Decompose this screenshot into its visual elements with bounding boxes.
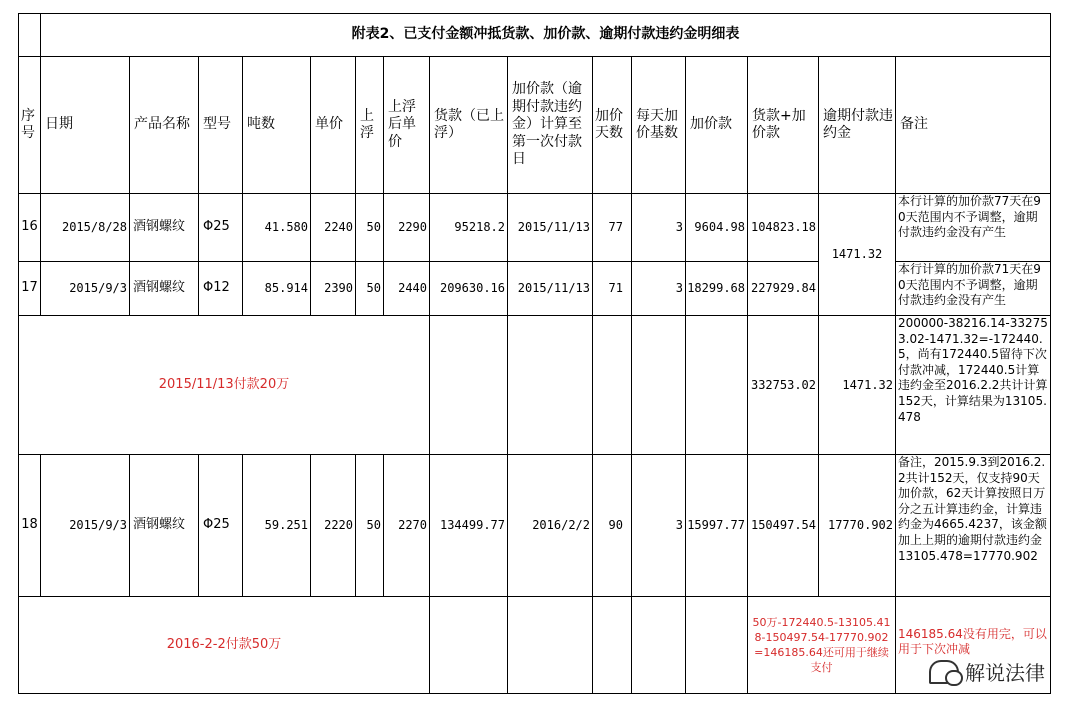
- grid-line: [1050, 13, 1051, 694]
- row18-markup-days: 90: [608, 518, 623, 532]
- row17-float: 50: [366, 281, 381, 295]
- grid-line: [18, 693, 1051, 694]
- payment2-calc: 50万-172440.5-13105.418-150497.54-17770.902=146185.64还可用于继续支付: [752, 616, 891, 674]
- row16-float-price: 2290: [398, 220, 427, 234]
- payment2-label: 2016-2-2付款50万: [166, 636, 282, 652]
- header-markup-days: 加价天数: [595, 107, 623, 141]
- header-seq: 序号: [21, 107, 35, 141]
- header-model: 型号: [203, 116, 231, 133]
- header-calc-to: 加价款（逾期付款违约金）计算至第一次付款日: [512, 81, 582, 168]
- row16-product: 酒钢螺纹: [133, 219, 186, 235]
- row16-daily-base: 3: [675, 220, 683, 234]
- row17-daily-base: 3: [675, 281, 683, 295]
- payment2-remark: 146185.64没有用完，可以用于下次冲减: [898, 627, 1047, 656]
- header-float: 上浮: [360, 107, 374, 141]
- table-title: 附表2、已支付金额冲抵货款、加价款、逾期付款违约金明细表: [351, 26, 740, 43]
- header-float-price: 上浮后单价: [388, 98, 416, 150]
- row18-float-price: 2270: [398, 518, 427, 532]
- row18-markup: 15997.77: [687, 518, 745, 532]
- row18-date: 2015/9/3: [69, 518, 127, 532]
- row16-seq: 16: [21, 219, 38, 235]
- row18-tons: 59.251: [264, 518, 308, 532]
- row17-tons: 85.914: [264, 281, 308, 295]
- row18-unit-price: 2220: [324, 518, 353, 532]
- row16-calc-to: 2015/11/13: [517, 220, 590, 234]
- header-penalty: 逾期付款违约金: [823, 107, 893, 141]
- watermark-text: 解说法律: [965, 661, 1045, 685]
- row17-total: 227929.84: [750, 281, 816, 295]
- row17-markup: 18299.68: [687, 281, 745, 295]
- row17-unit-price: 2390: [324, 281, 353, 295]
- payment1-label: 2015/11/13付款20万: [158, 376, 290, 392]
- wechat-icon: [929, 660, 959, 684]
- row17-payment: 209630.16: [439, 281, 505, 295]
- row18-daily-base: 3: [675, 518, 683, 532]
- row16-total: 104823.18: [750, 220, 816, 234]
- payment1-remark: 200000-38216.14-332753.02-1471.32=-172440.5，尚有172440.5留待下次付款冲减，172440.5计算违约金至2016.2.2共计计算152天，计算结果为13105.478: [898, 316, 1048, 424]
- row17-float-price: 2440: [398, 281, 427, 295]
- row16-markup: 9604.98: [694, 220, 745, 234]
- row18-float: 50: [366, 518, 381, 532]
- header-total: 货款+加价款: [752, 107, 806, 141]
- watermark: [929, 657, 1045, 686]
- row17-remark: 本行计算的加价款71天在90天范围内不予调整，逾期付款违约金没有产生: [898, 262, 1041, 308]
- row18-total: 150497.54: [750, 518, 816, 532]
- row18-payment: 134499.77: [439, 518, 505, 532]
- header-payment: 货款（已上浮）: [434, 107, 504, 141]
- merged-penalty-16-17: 1471.32: [831, 247, 883, 261]
- header-date: 日期: [45, 116, 73, 133]
- header-markup: 加价款: [690, 116, 732, 133]
- row17-markup-days: 71: [608, 281, 623, 295]
- header-daily-base: 每天加价基数: [636, 107, 678, 141]
- payment1-penalty: 1471.32: [842, 377, 893, 392]
- row18-seq: 18: [21, 517, 38, 533]
- row16-markup-days: 77: [608, 220, 623, 234]
- header-unit-price: 单价: [315, 116, 343, 133]
- row16-unit-price: 2240: [324, 220, 353, 234]
- row16-model: Φ25: [203, 219, 230, 235]
- payment1-total: 332753.02: [750, 377, 816, 392]
- row18-calc-to: 2016/2/2: [532, 518, 590, 532]
- row16-tons: 41.580: [264, 220, 308, 234]
- row18-penalty: 17770.902: [827, 518, 893, 532]
- row17-date: 2015/9/3: [69, 281, 127, 295]
- row16-remark: 本行计算的加价款77天在90天范围内不予调整，逾期付款违约金没有产生: [898, 194, 1041, 240]
- row18-remark: 备注，2015.9.3到2016.2.2共计152天，仅支持90天加价款，62天计算按照日万分之五计算违约金，计算违约金为4665.4237，该金额加上上期的逾期付款违约金13105.478=17770.902: [898, 455, 1047, 563]
- header-tons: 吨数: [247, 116, 275, 133]
- row18-model: Φ25: [203, 517, 230, 533]
- header-remark: 备注: [900, 116, 928, 133]
- row17-product: 酒钢螺纹: [133, 280, 186, 296]
- row17-seq: 17: [21, 280, 38, 296]
- row17-calc-to: 2015/11/13: [517, 281, 590, 295]
- header-product: 产品名称: [134, 116, 190, 133]
- row16-date: 2015/8/28: [61, 220, 127, 234]
- row17-model: Φ12: [203, 280, 230, 296]
- row16-float: 50: [366, 220, 381, 234]
- row18-product: 酒钢螺纹: [133, 517, 186, 533]
- row16-payment: 95218.2: [454, 220, 505, 234]
